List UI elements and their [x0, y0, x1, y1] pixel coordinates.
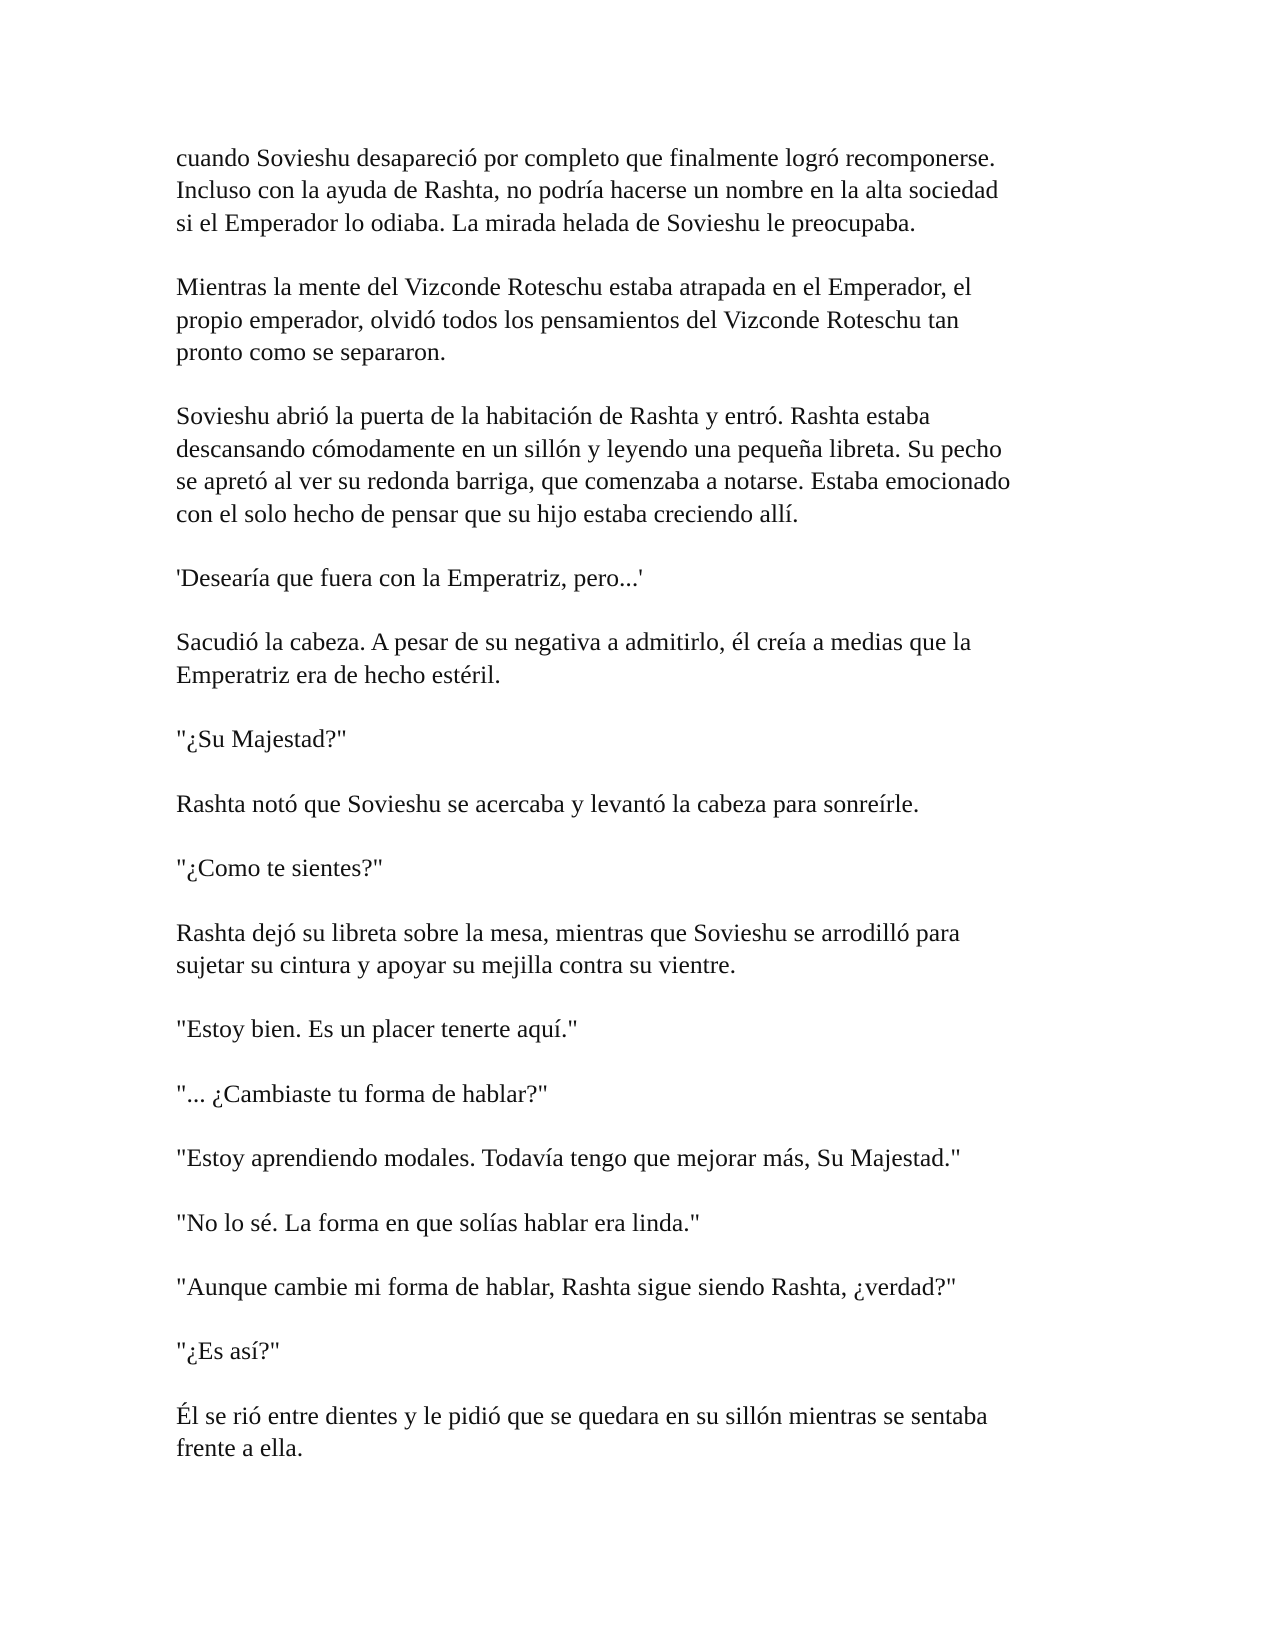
text-line: cuando Sovieshu desapareció por completo que finalmente logró recomponerse. [176, 143, 996, 172]
paragraph [176, 1142, 1106, 1174]
text-line: Mientras la mente del Vizconde Roteschu estaba atrapada en el Emperador, el [176, 272, 972, 302]
text-line: 'Desearía que fuera con la Emperatriz, pero...' [176, 563, 643, 593]
document-body [176, 142, 1106, 1497]
paragraph [176, 1400, 1106, 1465]
text-line: "No lo sé. La forma en que solías hablar era linda." [176, 1207, 701, 1237]
text-line: "Aunque cambie mi forma de hablar, Rashta sigue siendo Rashta, ¿verdad?" [176, 1271, 957, 1301]
paragraph [176, 271, 1106, 368]
text-line: frente a ella. [176, 1433, 304, 1463]
paragraph [176, 1207, 1106, 1239]
paragraph [176, 400, 1106, 530]
paragraph [176, 562, 1106, 594]
text-line: "... ¿Cambiaste tu forma de hablar?" [176, 1078, 548, 1108]
text-line: pronto como se separaron. [176, 337, 447, 367]
paragraph [176, 1013, 1106, 1045]
text-line: sujetar su cintura y apoyar su mejilla contra su vientre. [176, 949, 737, 979]
text-line: con el solo hecho de pensar que su hijo estaba creciendo allí. [176, 498, 799, 528]
text-line: si el Emperador lo odiaba. La mirada helada de Sovieshu le preocupaba. [176, 207, 916, 237]
text-line: Rashta dejó su libreta sobre la mesa, mientras que Sovieshu se arrodilló para [176, 917, 960, 947]
text-line: descansando cómodamente en un sillón y leyendo una pequeña libreta. Su pecho [176, 433, 1002, 463]
text-line: "Estoy bien. Es un placer tenerte aquí." [176, 1014, 578, 1044]
text-line: propio emperador, olvidó todos los pensamientos del Vizconde Roteschu tan [176, 304, 960, 334]
text-line: "Estoy aprendiendo modales. Todavía tengo que mejorar más, Su Majestad." [176, 1143, 961, 1173]
paragraph [176, 723, 1106, 755]
paragraph [176, 1271, 1106, 1303]
paragraph [176, 917, 1106, 982]
paragraph [176, 1078, 1106, 1110]
text-line: Él se rió entre dientes y le pidió que se quedara en su sillón mientras se sentaba [176, 1400, 988, 1430]
text-line: Sacudió la cabeza. A pesar de su negativa a admitirlo, él creía a medias que la [176, 627, 972, 657]
text-line: Emperatriz era de hecho estéril. [176, 659, 501, 689]
text-line: Sovieshu abrió la puerta de la habitación de Rashta y entró. Rashta estaba [176, 401, 931, 431]
paragraph [176, 788, 1106, 820]
text-line: "¿Su Majestad?" [176, 724, 347, 754]
paragraph [176, 1335, 1106, 1367]
text-line: Incluso con la ayuda de Rashta, no podría hacerse un nombre en la alta sociedad [176, 175, 999, 205]
paragraph [176, 142, 1106, 239]
paragraph [176, 626, 1106, 691]
text-line: Rashta notó que Sovieshu se acercaba y levantó la cabeza para sonreírle. [176, 788, 920, 818]
text-line: "¿Es así?" [176, 1336, 281, 1366]
text-line: "¿Como te sientes?" [176, 853, 384, 883]
text-line: se apretó al ver su redonda barriga, que comenzaba a notarse. Estaba emocionado [176, 466, 1011, 496]
paragraph [176, 852, 1106, 884]
